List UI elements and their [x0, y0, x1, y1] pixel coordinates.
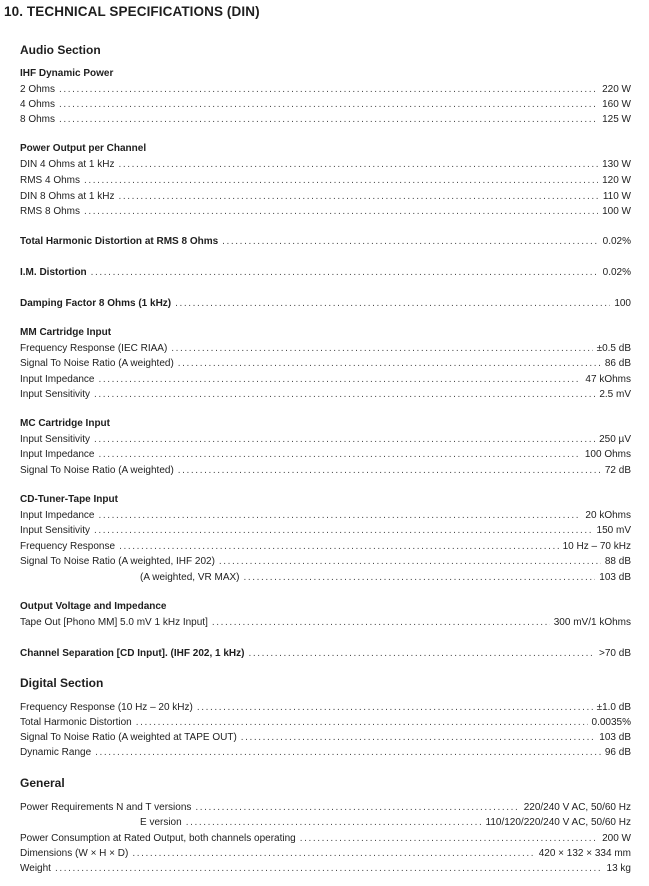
spec-row [20, 847, 631, 861]
spec-value: 47 kOhms [585, 374, 631, 385]
dot-leader [119, 540, 559, 554]
spec-row-indented [20, 816, 631, 830]
spec-row [20, 555, 631, 569]
dot-leader [243, 571, 595, 585]
spec-value: 103 dB [599, 572, 631, 583]
spec-label: Input Sensitivity [20, 389, 91, 400]
spec-label: Dynamic Range [20, 747, 92, 758]
spec-value: 72 dB [604, 465, 631, 476]
dot-leader [94, 388, 595, 402]
spec-value: 100 [614, 298, 631, 309]
spec-value: 10 Hz – 70 kHz [562, 541, 631, 552]
spec-row [20, 701, 631, 715]
spec-value: 220 W [602, 84, 631, 95]
dot-leader [59, 83, 598, 97]
dot-leader [99, 509, 582, 523]
spec-row [20, 174, 631, 188]
spec-label: Dimensions (W × H × D) [20, 848, 129, 859]
dot-leader [84, 205, 598, 219]
spec-label: Signal To Noise Ratio (A weighted at TAPE OUT) [20, 732, 237, 743]
page-title: 10. TECHNICAL SPECIFICATIONS (DIN) [4, 4, 260, 19]
spec-value: ±1.0 dB [596, 702, 631, 713]
output-voltage-heading: Output Voltage and Impedance [20, 601, 167, 612]
spec-value: 250 µV [599, 434, 631, 445]
spec-row-damping-factor [20, 297, 631, 311]
spec-label: DIN 4 Ohms at 1 kHz [20, 159, 115, 170]
spec-label: Input Impedance [20, 374, 95, 385]
spec-row [20, 433, 631, 447]
dot-leader [195, 801, 519, 815]
spec-value: 200 W [602, 833, 631, 844]
dot-leader [94, 524, 592, 538]
spec-row [20, 190, 631, 204]
spec-row [20, 801, 631, 815]
spec-value: 150 mV [596, 525, 631, 536]
spec-label: Total Harmonic Distortion [20, 717, 132, 728]
spec-label: RMS 8 Ohms [20, 206, 81, 217]
spec-label: Frequency Response [20, 541, 116, 552]
spec-row [20, 540, 631, 554]
spec-value: 100 Ohms [584, 449, 631, 460]
spec-row [20, 509, 631, 523]
spec-label: Input Impedance [20, 510, 95, 521]
spec-value: ±0.5 dB [596, 343, 631, 354]
spec-value: 110 W [602, 191, 631, 202]
spec-label: Signal To Noise Ratio (A weighted, IHF 202) [20, 556, 215, 567]
spec-value: 220/240 V AC, 50/60 Hz [523, 802, 631, 813]
spec-label: Total Harmonic Distortion at RMS 8 Ohms [20, 236, 219, 247]
spec-label: Weight [20, 863, 51, 874]
dot-leader [59, 98, 598, 112]
spec-row [20, 746, 631, 760]
spec-row [20, 464, 631, 478]
spec-label: I.M. Distortion [20, 267, 87, 278]
spec-label: Channel Separation [CD Input]. (IHF 202, 1 kHz) [20, 648, 245, 659]
dot-leader [175, 297, 610, 311]
dot-leader [178, 464, 601, 478]
spec-value: 125 W [602, 114, 631, 125]
power-output-heading: Power Output per Channel [20, 143, 147, 154]
spec-label: Damping Factor 8 Ohms (1 kHz) [20, 298, 172, 309]
spec-label: E version [140, 817, 182, 828]
spec-label: 4 Ohms [20, 99, 56, 110]
spec-row-channel-separation [20, 647, 631, 661]
dot-leader [59, 113, 598, 127]
spec-row [20, 83, 631, 97]
spec-value: 86 dB [604, 358, 631, 369]
spec-value: 20 kOhms [585, 510, 631, 521]
spec-value: >70 dB [599, 648, 631, 659]
spec-label: Frequency Response (IEC RIAA) [20, 343, 168, 354]
dot-leader [99, 373, 582, 387]
spec-value: 2.5 mV [599, 389, 631, 400]
audio-section-heading: Audio Section [20, 43, 101, 57]
spec-label: Input Impedance [20, 449, 95, 460]
dot-leader [186, 816, 482, 830]
spec-label: 8 Ohms [20, 114, 56, 125]
dot-leader [300, 832, 598, 846]
spec-label: RMS 4 Ohms [20, 175, 81, 186]
spec-value: 120 W [602, 175, 631, 186]
dot-leader [118, 190, 598, 204]
mc-cartridge-heading: MC Cartridge Input [20, 418, 110, 429]
spec-row [20, 524, 631, 538]
spec-value: 96 dB [604, 747, 631, 758]
spec-value: 100 W [602, 206, 631, 217]
spec-row-im-distortion [20, 266, 631, 280]
dot-leader [171, 342, 592, 356]
spec-row [20, 373, 631, 387]
spec-row [20, 342, 631, 356]
dot-leader [212, 616, 550, 630]
dot-leader [95, 746, 601, 760]
spec-row [20, 731, 631, 745]
dot-leader [178, 357, 601, 371]
spec-row [20, 158, 631, 172]
cd-tuner-tape-heading: CD-Tuner-Tape Input [20, 494, 118, 505]
dot-leader [99, 448, 581, 462]
spec-label: Signal To Noise Ratio (A weighted) [20, 465, 174, 476]
spec-value: 420 × 132 × 334 mm [538, 848, 631, 859]
spec-label: Frequency Response (10 Hz – 20 kHz) [20, 702, 193, 713]
mm-cartridge-heading: MM Cartridge Input [20, 327, 112, 338]
dot-leader [94, 433, 595, 447]
ihf-dynamic-power-heading: IHF Dynamic Power [20, 68, 114, 79]
dot-leader [132, 847, 534, 861]
spec-label: Signal To Noise Ratio (A weighted) [20, 358, 174, 369]
spec-value: 300 mV/1 kOhms [553, 617, 631, 628]
spec-row-indented [20, 571, 631, 585]
spec-value: 88 dB [604, 556, 631, 567]
dot-leader [219, 555, 601, 569]
spec-value: 130 W [602, 159, 631, 170]
spec-row [20, 616, 631, 630]
dot-leader [118, 158, 598, 172]
dot-leader [197, 701, 593, 715]
dot-leader [241, 731, 596, 745]
spec-label: Power Requirements N and T versions [20, 802, 192, 813]
spec-row [20, 113, 631, 127]
dot-leader [136, 716, 588, 730]
spec-row [20, 716, 631, 730]
spec-label: Input Sensitivity [20, 525, 91, 536]
dot-leader [222, 235, 598, 249]
spec-row [20, 205, 631, 219]
spec-row [20, 862, 631, 876]
dot-leader [91, 266, 599, 280]
spec-label: (A weighted, VR MAX) [140, 572, 240, 583]
spec-value: 0.02% [602, 267, 631, 278]
spec-value: 110/120/220/240 V AC, 50/60 Hz [485, 817, 631, 828]
spec-label: Tape Out [Phono MM] 5.0 mV 1 kHz Input] [20, 617, 208, 628]
spec-label: Input Sensitivity [20, 434, 91, 445]
spec-row [20, 98, 631, 112]
dot-leader [84, 174, 598, 188]
general-section-heading: General [20, 776, 65, 790]
spec-row [20, 832, 631, 846]
spec-label: Power Consumption at Rated Output, both channels operating [20, 833, 296, 844]
spec-row [20, 388, 631, 402]
spec-value: 103 dB [599, 732, 631, 743]
digital-section-heading: Digital Section [20, 676, 104, 690]
spec-value: 13 kg [606, 863, 631, 874]
spec-label: 2 Ohms [20, 84, 56, 95]
spec-row [20, 357, 631, 371]
spec-value: 0.0035% [591, 717, 631, 728]
spec-row-thd [20, 235, 631, 249]
spec-value: 160 W [602, 99, 631, 110]
spec-value: 0.02% [602, 236, 631, 247]
dot-leader [55, 862, 603, 876]
spec-row [20, 448, 631, 462]
spec-label: DIN 8 Ohms at 1 kHz [20, 191, 115, 202]
dot-leader [248, 647, 595, 661]
